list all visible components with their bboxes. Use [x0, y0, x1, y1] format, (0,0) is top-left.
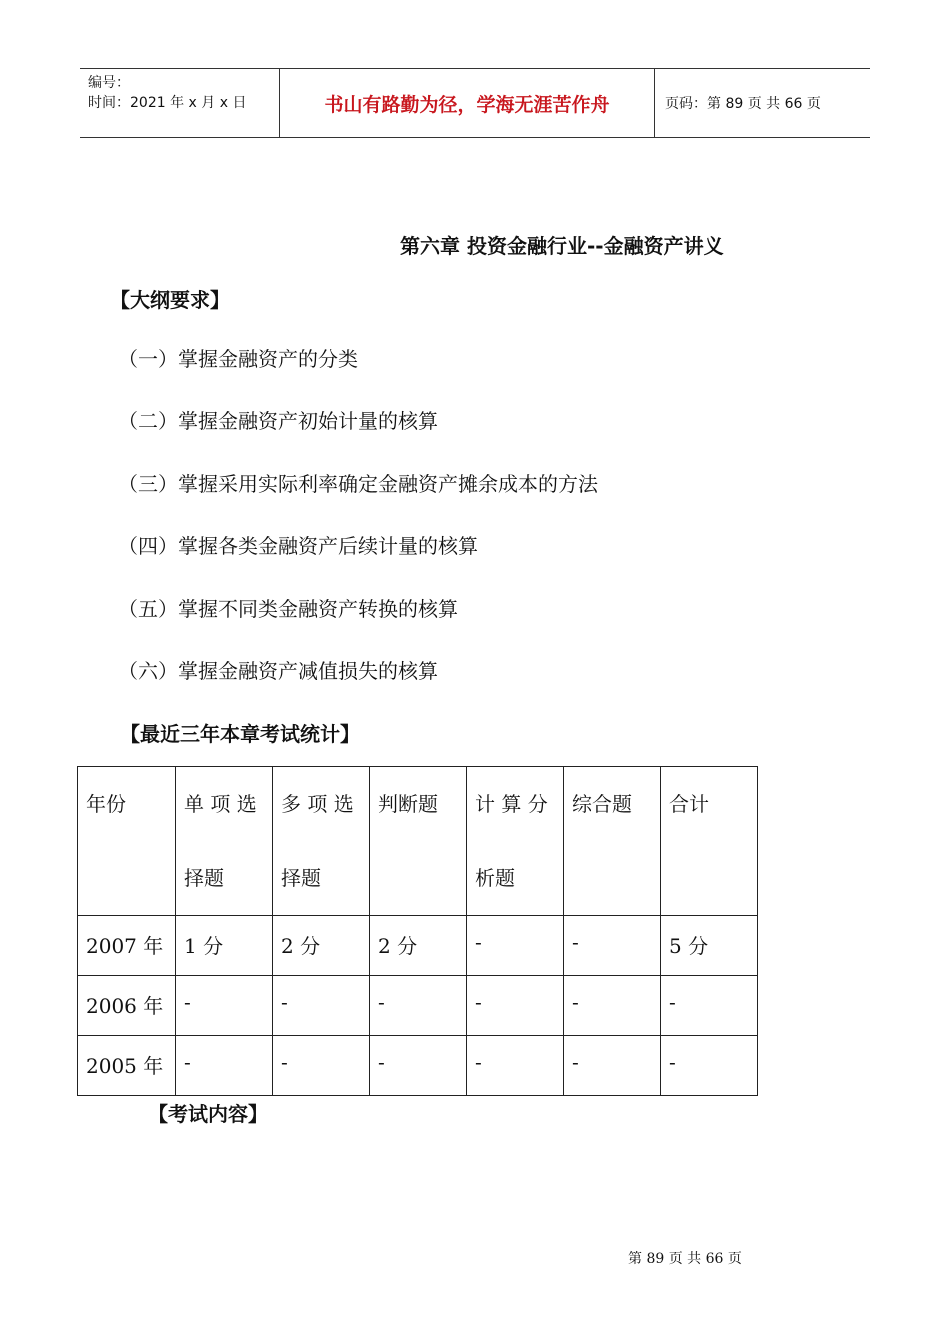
table-cell: -	[176, 976, 273, 1036]
column-header: 计 算 分 析题	[467, 767, 564, 916]
table-cell: 2 分	[273, 916, 370, 976]
table-cell: -	[564, 916, 661, 976]
table-header-row	[78, 767, 758, 916]
table-cell: -	[273, 1036, 370, 1096]
stats-heading: 【最近三年本章考试统计】	[120, 722, 360, 746]
chapter-title: 第六章 投资金融行业--金融资产讲义	[400, 234, 724, 258]
outline-item: （五）掌握不同类金融资产转换的核算	[118, 597, 458, 621]
page-header	[80, 68, 870, 138]
table-row	[78, 916, 758, 976]
table-cell: -	[661, 1036, 758, 1096]
table-cell: 5 分	[661, 916, 758, 976]
exam-stats-table	[77, 766, 758, 1096]
header-page-info: 页码：第 89 页 共 66 页	[665, 96, 821, 112]
table-cell: 2006 年	[78, 976, 176, 1036]
table-cell: -	[564, 1036, 661, 1096]
table-cell: 2 分	[370, 916, 467, 976]
column-header: 合计	[661, 767, 758, 916]
table-row	[78, 976, 758, 1036]
column-header: 多 项 选 择题	[273, 767, 370, 916]
column-header: 判断题	[370, 767, 467, 916]
table-cell: -	[370, 976, 467, 1036]
outline-item: （六）掌握金融资产减值损失的核算	[118, 659, 438, 683]
header-meta	[80, 69, 280, 137]
table-row	[78, 1036, 758, 1096]
outline-item: （二）掌握金融资产初始计量的核算	[118, 409, 438, 433]
page-footer: 第 89 页 共 66 页	[628, 1251, 742, 1267]
table-cell: -	[467, 976, 564, 1036]
document-date-label: 时间：2021 年 x 月 x 日	[88, 95, 247, 111]
document-number-label: 编号：	[88, 75, 130, 91]
table-cell: -	[661, 976, 758, 1036]
column-header: 综合题	[564, 767, 661, 916]
table-cell: -	[467, 916, 564, 976]
column-header: 年份	[78, 767, 176, 916]
table-cell: -	[467, 1036, 564, 1096]
table-cell: 1 分	[176, 916, 273, 976]
table-cell: -	[176, 1036, 273, 1096]
outline-item: （三）掌握采用实际利率确定金融资产摊余成本的方法	[118, 472, 598, 496]
table-cell: -	[370, 1036, 467, 1096]
table-cell: -	[273, 976, 370, 1036]
outline-heading: 【大纲要求】	[110, 288, 230, 312]
column-header: 单 项 选 择题	[176, 767, 273, 916]
table-cell: 2005 年	[78, 1036, 176, 1096]
table-cell: 2007 年	[78, 916, 176, 976]
outline-item: （四）掌握各类金融资产后续计量的核算	[118, 534, 478, 558]
exam-content-heading: 【考试内容】	[148, 1102, 268, 1126]
table-cell: -	[564, 976, 661, 1036]
header-motto: 书山有路勤为径，学海无涯苦作舟	[280, 69, 655, 137]
outline-item: （一）掌握金融资产的分类	[118, 347, 358, 371]
